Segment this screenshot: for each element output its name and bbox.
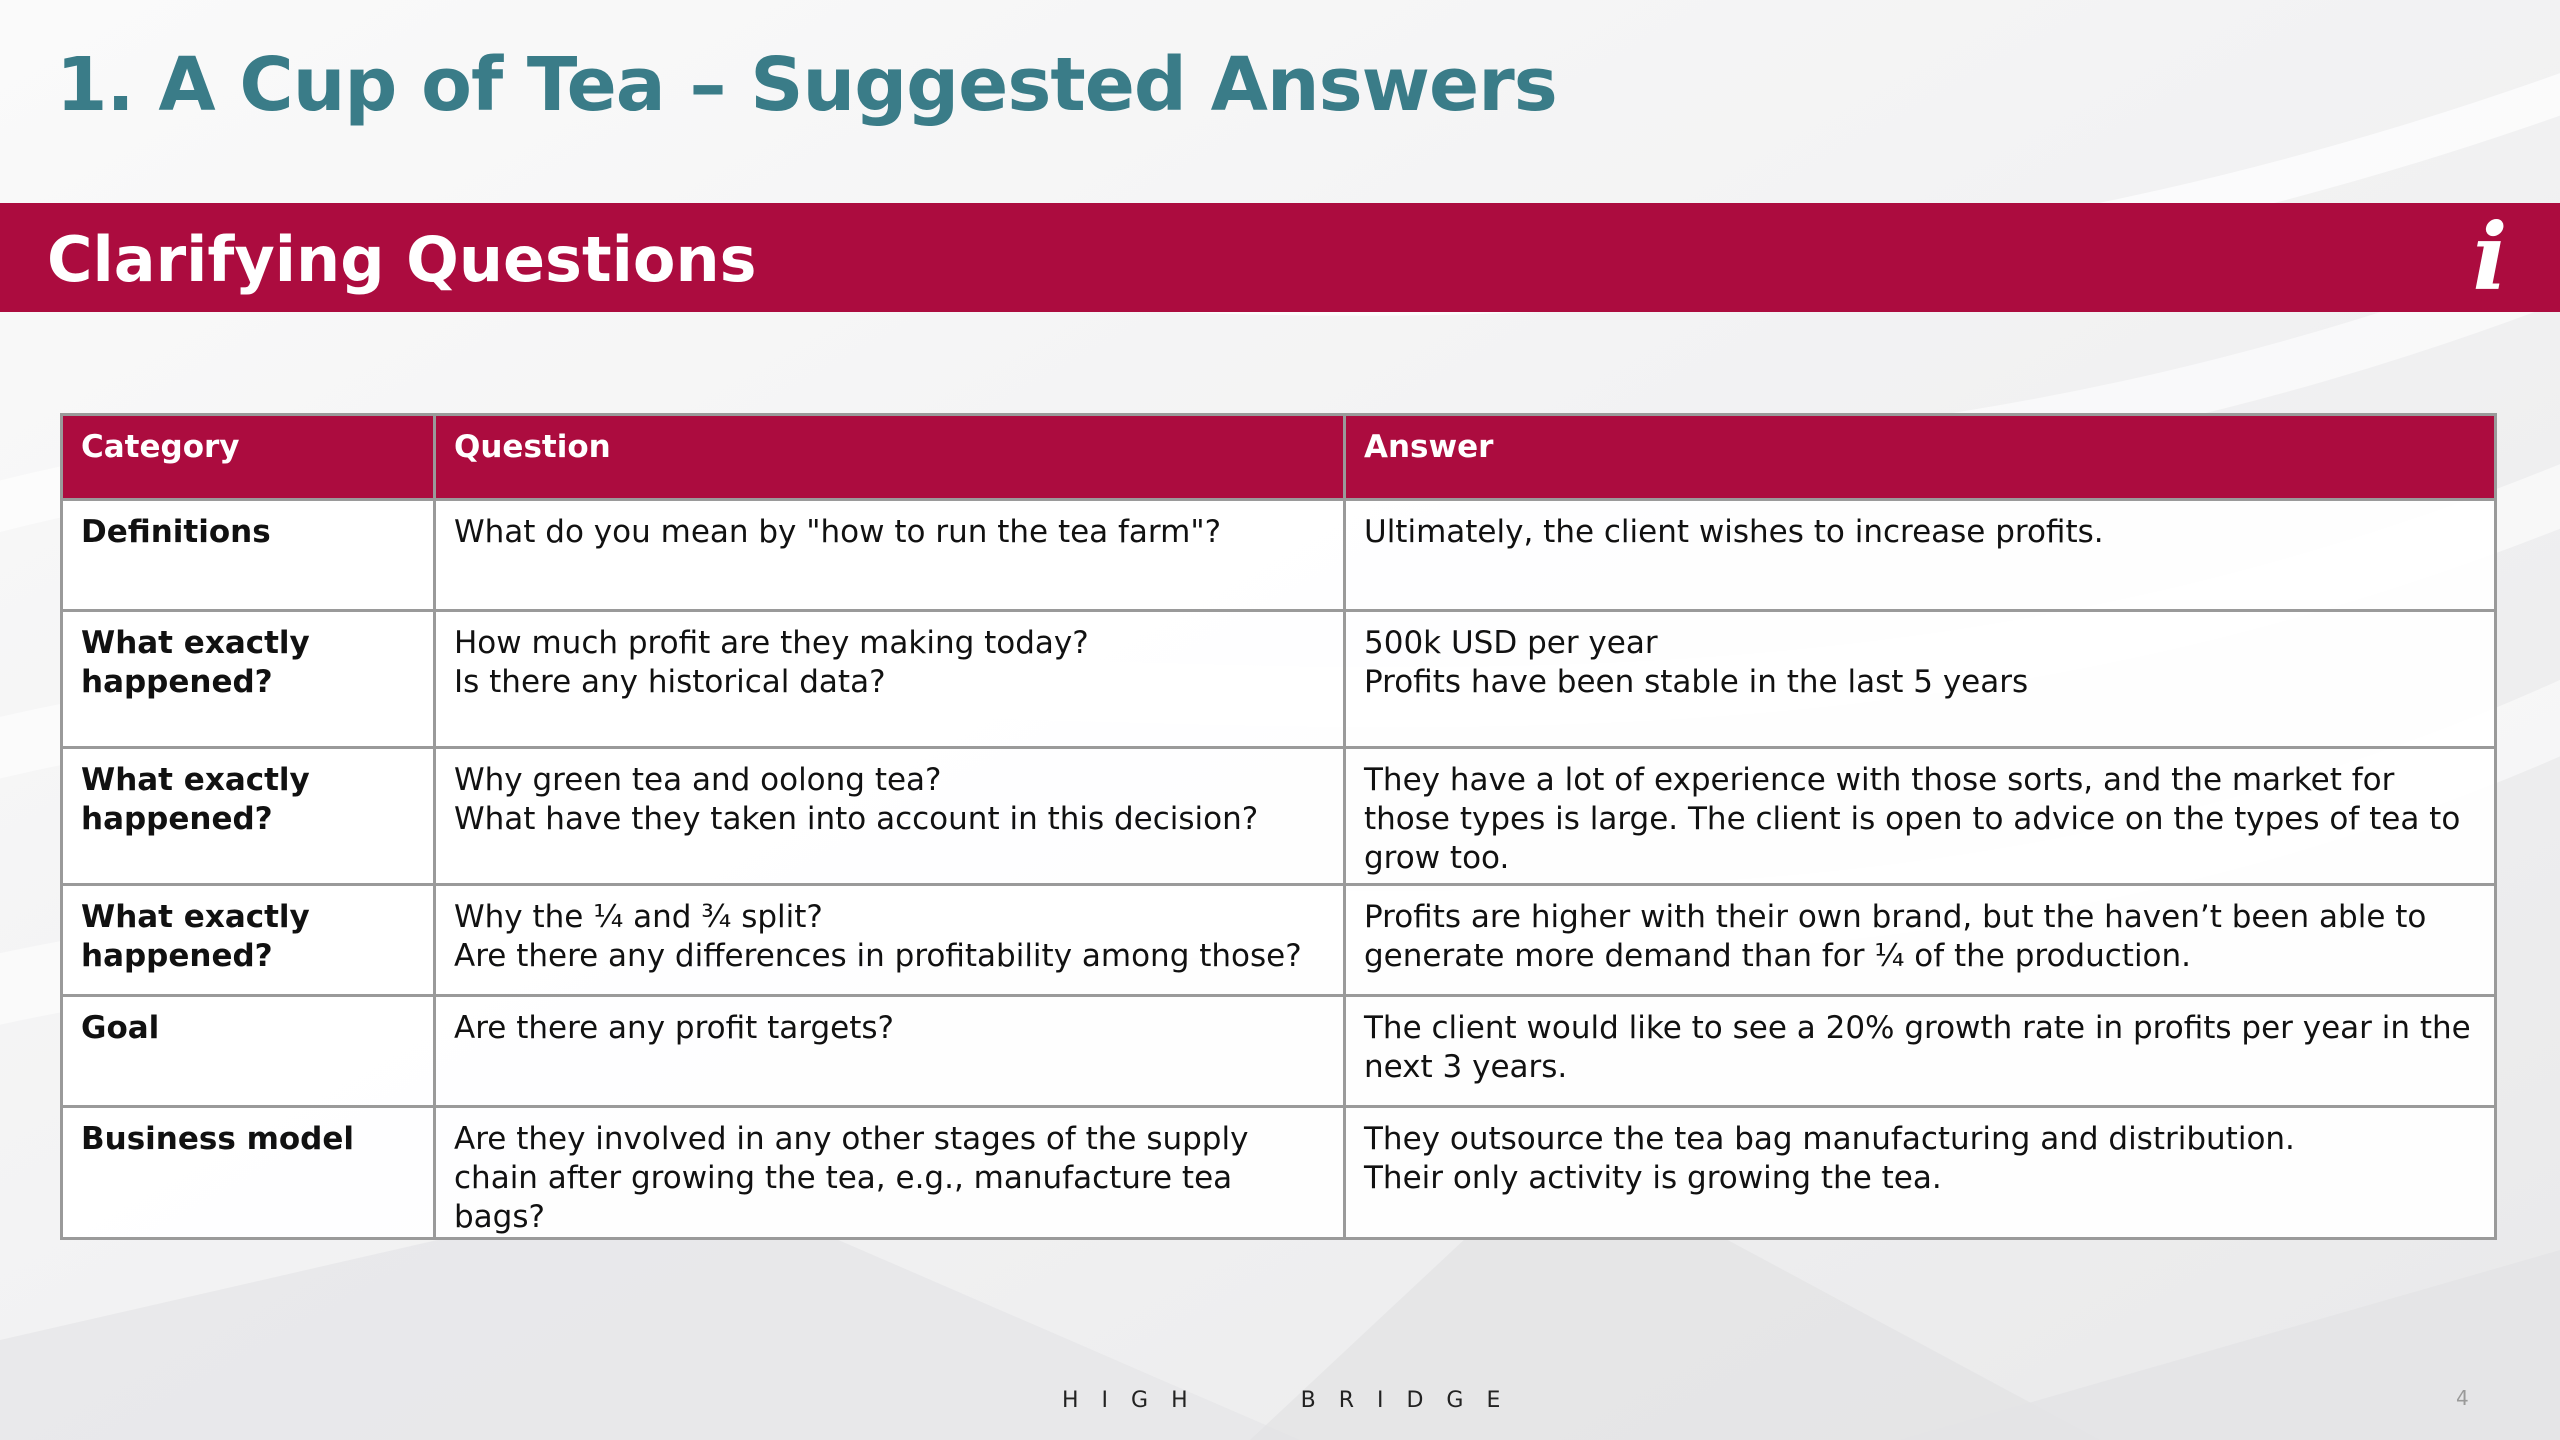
answer-cell — [1345, 1107, 2496, 1239]
question-line: Why the ¼ and ¾ split? — [454, 899, 823, 935]
column-header-question: Question — [435, 415, 1345, 500]
answer-cell — [1345, 996, 2496, 1107]
slide-title: 1. A Cup of Tea – Suggested Answers — [56, 42, 1557, 128]
answer-line: The client would like to see a 20% growth rate in profits per year in the next 3 years. — [1364, 1010, 2471, 1085]
question-line: Why green tea and oolong tea? — [454, 762, 942, 798]
table-body — [62, 500, 2496, 1239]
section-title: Clarifying Questions — [47, 223, 757, 296]
category-cell: What exactly happened? — [62, 611, 435, 748]
answer-cell — [1345, 500, 2496, 611]
info-icon[interactable]: i — [2472, 203, 2508, 311]
answer-cell — [1345, 611, 2496, 748]
category-cell: What exactly happened? — [62, 885, 435, 996]
answer-line: They have a lot of experience with those sorts, and the market for those types is large. The client is open to advice on the types of tea to grow too. — [1364, 762, 2461, 876]
question-line: What do you mean by "how to run the tea farm"? — [454, 514, 1222, 550]
answer-line: They outsource the tea bag manufacturing and distribution. — [1364, 1121, 2295, 1157]
column-header-answer: Answer — [1345, 415, 2496, 500]
category-cell: Definitions — [62, 500, 435, 611]
question-cell — [435, 1107, 1345, 1239]
table-row — [62, 885, 2496, 996]
question-line: Are they involved in any other stages of the supply chain after growing the tea, e.g., manufacture tea bags? — [454, 1121, 1249, 1235]
question-cell — [435, 611, 1345, 748]
question-line: Is there any historical data? — [454, 664, 886, 700]
answer-line: Ultimately, the client wishes to increase profits. — [1364, 514, 2104, 550]
high-bridge-logo: HIGH BRIDGE — [1062, 1388, 1524, 1413]
question-cell — [435, 500, 1345, 611]
table-row — [62, 611, 2496, 748]
table-row — [62, 1107, 2496, 1239]
answer-line: Their only activity is growing the tea. — [1364, 1160, 1942, 1196]
question-cell — [435, 748, 1345, 885]
answer-line: 500k USD per year — [1364, 625, 1658, 661]
answer-cell — [1345, 748, 2496, 885]
table-row — [62, 500, 2496, 611]
category-cell: Business model — [62, 1107, 435, 1239]
answer-cell — [1345, 885, 2496, 996]
column-header-category: Category — [62, 415, 435, 500]
answer-line: Profits are higher with their own brand, but the haven’t been able to generate more demand than for ¼ of the production. — [1364, 899, 2427, 974]
question-cell — [435, 885, 1345, 996]
question-line: Are there any profit targets? — [454, 1010, 895, 1046]
category-cell: What exactly happened? — [62, 748, 435, 885]
question-line: How much profit are they making today? — [454, 625, 1089, 661]
page-number: 4 — [2456, 1386, 2469, 1410]
clarifying-questions-table — [60, 413, 2497, 1240]
table-row — [62, 748, 2496, 885]
question-line: Are there any differences in profitability among those? — [454, 938, 1302, 974]
question-line: What have they taken into account in this decision? — [454, 801, 1259, 837]
answer-line: Profits have been stable in the last 5 years — [1364, 664, 2029, 700]
category-cell: Goal — [62, 996, 435, 1107]
question-cell — [435, 996, 1345, 1107]
section-banner — [0, 203, 2560, 312]
table-header-row — [62, 415, 2496, 500]
table-row — [62, 996, 2496, 1107]
